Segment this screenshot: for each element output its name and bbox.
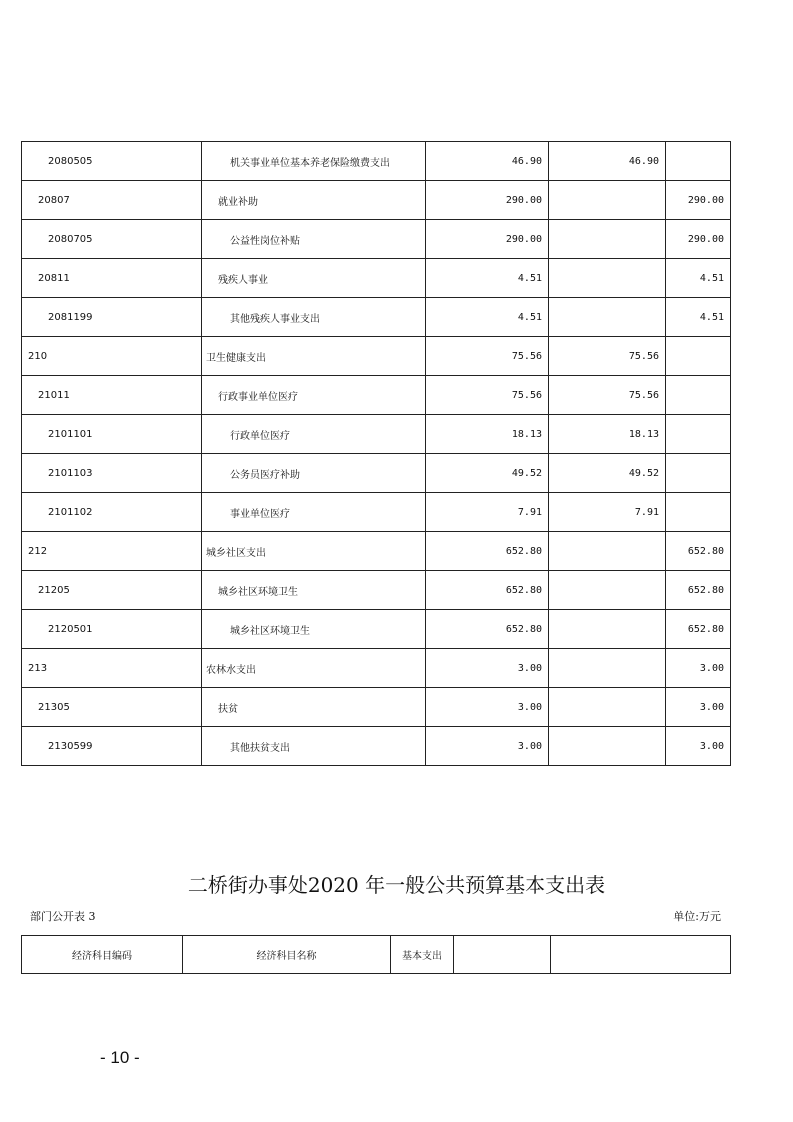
row-project	[666, 376, 731, 415]
row-project: 290.00	[666, 220, 731, 259]
row-project: 3.00	[666, 727, 731, 766]
header-row	[22, 936, 731, 974]
row-name: 城乡社区环境卫生	[202, 610, 426, 649]
row-name: 公益性岗位补贴	[202, 220, 426, 259]
row-basic: 46.90	[549, 142, 666, 181]
table-row	[22, 727, 731, 766]
row-project: 652.80	[666, 610, 731, 649]
row-code: 2101102	[22, 493, 202, 532]
row-code: 2080505	[22, 142, 202, 181]
row-name: 其他残疾人事业支出	[202, 298, 426, 337]
header-col-4	[454, 936, 551, 974]
row-code: 2130599	[22, 727, 202, 766]
row-basic	[549, 649, 666, 688]
table-row	[22, 415, 731, 454]
row-code: 21011	[22, 376, 202, 415]
row-total: 290.00	[426, 220, 549, 259]
header-basic-expenditure: 基本支出	[391, 936, 454, 974]
header-col-5	[551, 936, 731, 974]
row-code: 212	[22, 532, 202, 571]
row-project: 4.51	[666, 298, 731, 337]
table-row	[22, 493, 731, 532]
row-basic	[549, 610, 666, 649]
row-code: 21205	[22, 571, 202, 610]
row-total: 652.80	[426, 532, 549, 571]
row-code: 21305	[22, 688, 202, 727]
row-basic	[549, 181, 666, 220]
row-name: 城乡社区环境卫生	[202, 571, 426, 610]
table-row	[22, 376, 731, 415]
row-total: 75.56	[426, 337, 549, 376]
row-total: 7.91	[426, 493, 549, 532]
row-code: 20807	[22, 181, 202, 220]
row-project: 3.00	[666, 649, 731, 688]
row-project: 4.51	[666, 259, 731, 298]
row-project	[666, 454, 731, 493]
row-code: 2081199	[22, 298, 202, 337]
table-row	[22, 649, 731, 688]
row-basic	[549, 571, 666, 610]
page-number: - 10 -	[100, 1048, 140, 1067]
table-row	[22, 610, 731, 649]
row-name: 残疾人事业	[202, 259, 426, 298]
row-code: 20811	[22, 259, 202, 298]
row-project	[666, 337, 731, 376]
row-total: 18.13	[426, 415, 549, 454]
row-total: 49.52	[426, 454, 549, 493]
row-basic	[549, 298, 666, 337]
row-name: 机关事业单位基本养老保险缴费支出	[202, 142, 426, 181]
row-project	[666, 493, 731, 532]
table-row	[22, 688, 731, 727]
row-total: 3.00	[426, 727, 549, 766]
row-basic: 49.52	[549, 454, 666, 493]
row-name: 农林水支出	[202, 649, 426, 688]
table-row	[22, 337, 731, 376]
table-title: 二桥街办事处2020 年一般公共预算基本支出表	[187, 873, 606, 897]
row-name: 事业单位医疗	[202, 493, 426, 532]
row-name: 卫生健康支出	[202, 337, 426, 376]
row-basic	[549, 532, 666, 571]
unit-label: 单位:万元	[673, 910, 721, 923]
row-total: 3.00	[426, 688, 549, 727]
row-basic: 75.56	[549, 376, 666, 415]
table-row	[22, 532, 731, 571]
row-name: 公务员医疗补助	[202, 454, 426, 493]
row-code: 2080705	[22, 220, 202, 259]
table-row	[22, 220, 731, 259]
row-code: 2101103	[22, 454, 202, 493]
row-name: 行政事业单位医疗	[202, 376, 426, 415]
table-row	[22, 571, 731, 610]
row-basic	[549, 727, 666, 766]
row-name: 行政单位医疗	[202, 415, 426, 454]
row-basic: 75.56	[549, 337, 666, 376]
row-code: 210	[22, 337, 202, 376]
row-project	[666, 142, 731, 181]
basic-expenditure-header-table	[21, 935, 731, 974]
row-total: 3.00	[426, 649, 549, 688]
row-basic	[549, 688, 666, 727]
table-row	[22, 181, 731, 220]
row-name: 扶贫	[202, 688, 426, 727]
row-project	[666, 415, 731, 454]
table-row	[22, 454, 731, 493]
table-row	[22, 298, 731, 337]
row-basic	[549, 220, 666, 259]
row-project: 652.80	[666, 571, 731, 610]
row-project: 290.00	[666, 181, 731, 220]
row-project: 652.80	[666, 532, 731, 571]
table-row	[22, 259, 731, 298]
row-name: 就业补助	[202, 181, 426, 220]
header-econ-code: 经济科目编码	[22, 936, 183, 974]
row-basic	[549, 259, 666, 298]
row-name: 其他扶贫支出	[202, 727, 426, 766]
row-total: 652.80	[426, 571, 549, 610]
row-project: 3.00	[666, 688, 731, 727]
row-basic: 7.91	[549, 493, 666, 532]
row-total: 4.51	[426, 298, 549, 337]
table-row	[22, 142, 731, 181]
header-econ-name: 经济科目名称	[183, 936, 391, 974]
row-total: 4.51	[426, 259, 549, 298]
row-code: 213	[22, 649, 202, 688]
row-basic: 18.13	[549, 415, 666, 454]
row-total: 46.90	[426, 142, 549, 181]
row-name: 城乡社区支出	[202, 532, 426, 571]
row-total: 652.80	[426, 610, 549, 649]
row-code: 2101101	[22, 415, 202, 454]
row-total: 290.00	[426, 181, 549, 220]
row-total: 75.56	[426, 376, 549, 415]
dept-table-label: 部门公开表 3	[30, 910, 96, 923]
expenditure-table	[21, 141, 731, 766]
row-code: 2120501	[22, 610, 202, 649]
